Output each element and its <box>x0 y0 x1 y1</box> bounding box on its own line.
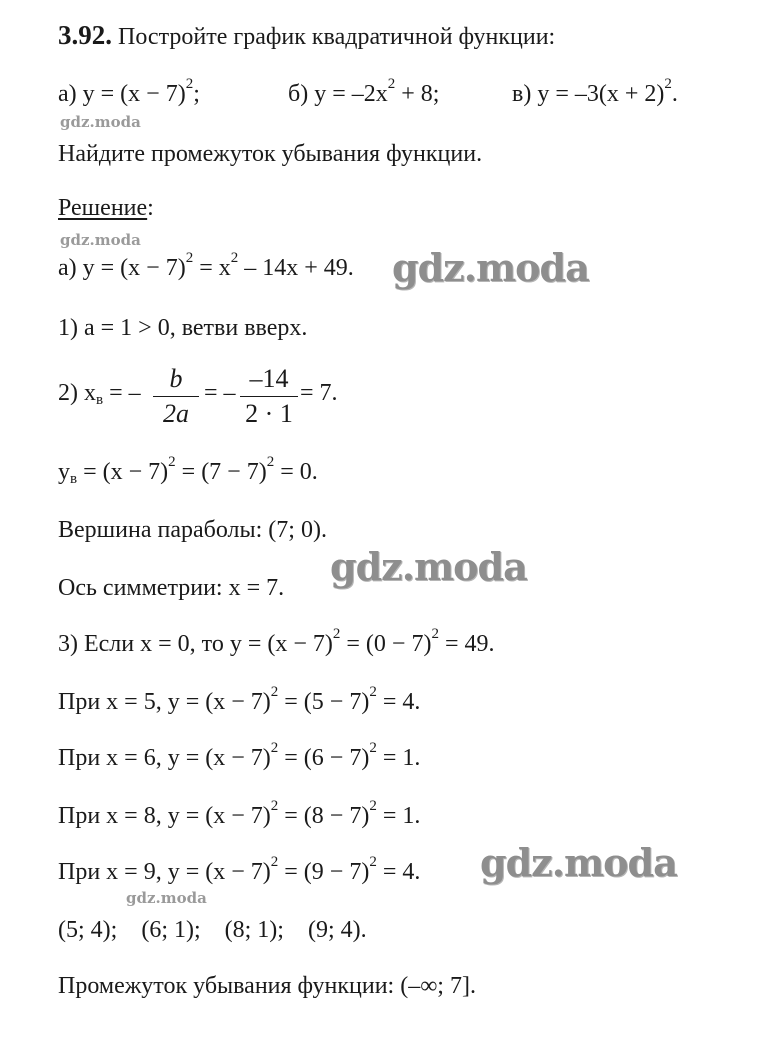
solution-interval: Промежуток убывания функции: (–∞; 7]. <box>58 973 476 999</box>
watermark-small: gdz.moda <box>60 113 141 131</box>
solution-step-2-result: = 7. <box>300 380 338 406</box>
solution-point-5: При x = 5, $y = (x - 7)^2 = (5 - 7)^2 = 4$. <box>58 684 421 715</box>
fraction-b-over-2a: b 2a <box>153 366 199 427</box>
solution-point-6: При x = 6, $y = (x - 7)^2 = (6 - 7)^2 = 1$. <box>58 740 421 771</box>
watermark-small: gdz.moda <box>126 889 207 907</box>
solution-step-2-eq2: = – <box>204 380 236 406</box>
watermark-big: gdz.moda <box>392 245 589 290</box>
solution-heading: Решение: <box>58 195 154 221</box>
task-number: 3.92. <box>58 20 112 50</box>
task-header <box>58 22 555 49</box>
task-item-b: б) $y = -2x^2 + 8$; <box>288 76 440 107</box>
watermark-big: gdz.moda <box>480 840 677 885</box>
task-item-a: а) $y = (x - 7)^2$; <box>58 76 200 107</box>
solution-line-a: а) $y = (x - 7)^2 = x^2 - 14x + 49$. <box>58 250 354 281</box>
solution-point-9: При x = 9, $y = (x - 7)^2 = (9 - 7)^2 = 4$. <box>58 854 421 885</box>
solution-step-1: 1) a = 1 > 0, ветви вверх. <box>58 315 308 341</box>
solution-step-2-prefix: 2) $x_в$ = – <box>58 380 141 408</box>
watermark-small: gdz.moda <box>60 231 141 249</box>
watermark-big: gdz.moda <box>330 544 527 589</box>
fraction-minus14-over-2: –14 2 · 1 <box>240 366 298 427</box>
solution-step-3: 3) Если x = 0, то $y = (x - 7)^2 = (0 - 7)^2 = 49$. <box>58 626 495 657</box>
solution-vertex: Вершина параболы: (7; 0). <box>58 517 327 543</box>
task-title: Постройте график квадратичной функции: <box>118 24 556 50</box>
solution-pairs: (5; 4); (6; 1); (8; 1); (9; 4). <box>58 917 367 943</box>
solution-yv: $y_в = (x - 7)^2 = (7 - 7)^2 = 0$. <box>58 454 318 487</box>
task-item-c: в) $y = -3(x + 2)^2$. <box>512 76 678 107</box>
task-question: Найдите промежуток убывания функции. <box>58 141 483 167</box>
solution-point-8: При x = 8, $y = (x - 7)^2 = (8 - 7)^2 = 1$. <box>58 798 421 829</box>
solution-axis: Ось симметрии: x = 7. <box>58 575 285 601</box>
